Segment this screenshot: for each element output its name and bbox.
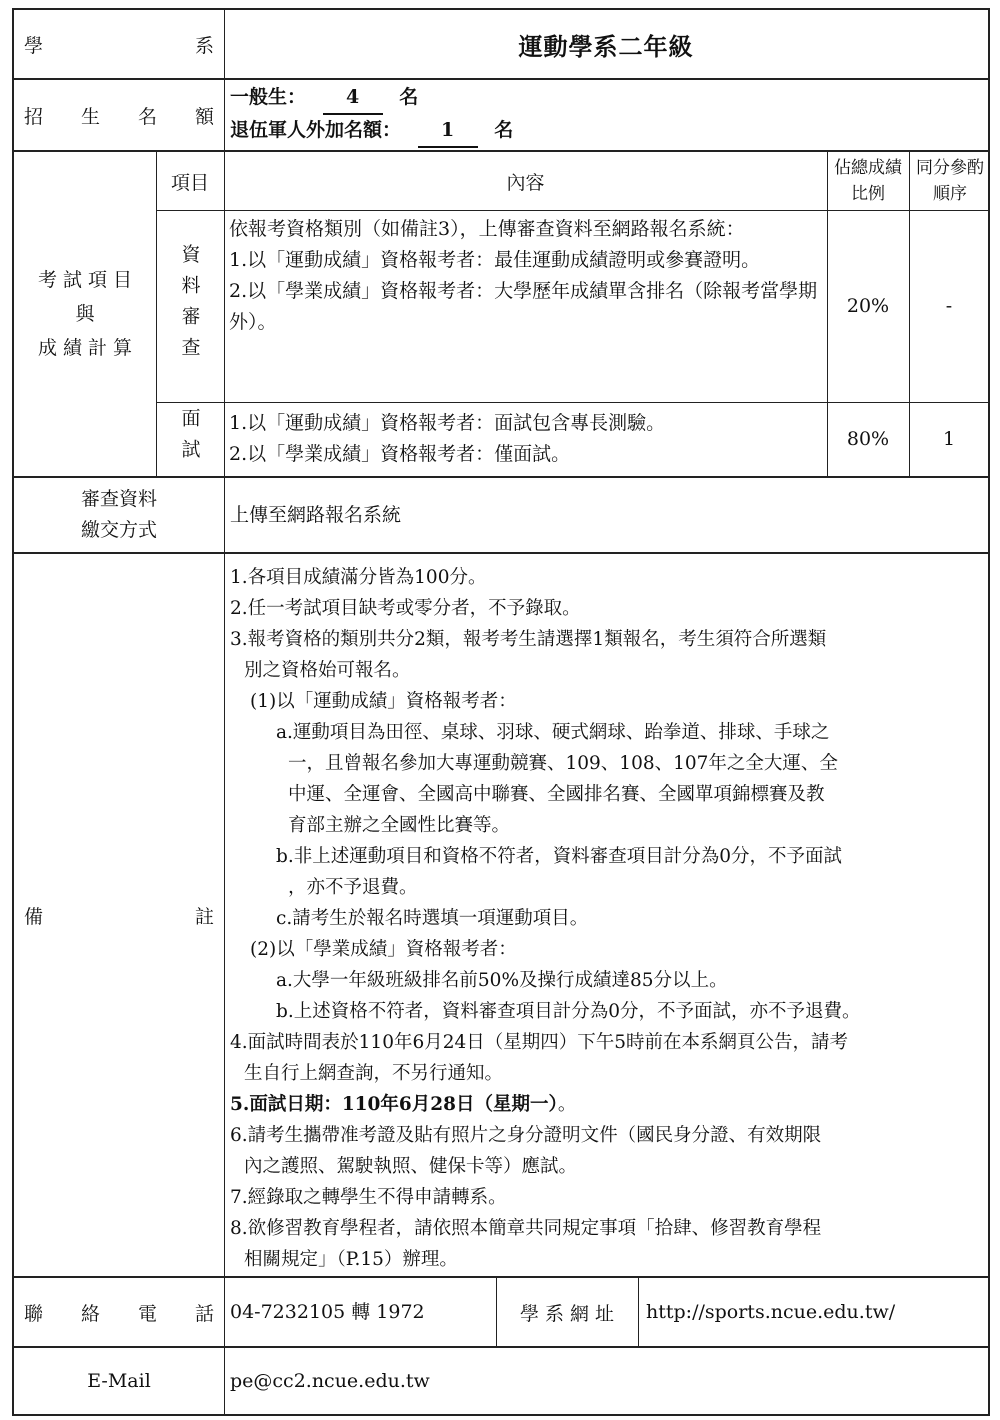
exam-row: [14, 152, 988, 478]
phone-row: [14, 1278, 988, 1348]
email-link[interactable]: pe@cc2.ncue.edu.tw: [230, 1369, 430, 1392]
dept-value: 運動學系二年級: [518, 31, 694, 61]
item-review: 資料審查: [178, 244, 201, 368]
quota-veteran: 退伍軍人外加名額： 1 名: [230, 115, 513, 148]
web-link[interactable]: http://sports.ncue.edu.tw/: [646, 1300, 896, 1323]
quota-value: [230, 80, 988, 150]
col-content: 內容: [506, 171, 545, 194]
col-item: 項目: [170, 171, 209, 194]
content-interview: 1.以「運動成績」資格報考者：面試包含專長測驗。 2.以「學業成績」資格報考者：僅面試。: [229, 412, 666, 465]
submit-label: 審查資料 繳交方式: [80, 488, 157, 541]
dept-label: 學 系: [24, 34, 214, 57]
web-label: 學 系 網 址: [519, 1302, 615, 1325]
ratio-interview: 80%: [846, 427, 890, 450]
item-interview: 面試: [178, 408, 201, 470]
col-ratio: 佔總成績比例: [834, 158, 902, 204]
submit-row: [14, 478, 988, 554]
phone-value: 04-7232105 轉 1972: [230, 1300, 425, 1323]
quota-row: [14, 80, 988, 152]
interview-date-note: 5.面試日期：110年6月28日（星期一）。: [230, 1094, 577, 1115]
exam-label: 考 試 項 目 與 成 績 計 算: [37, 269, 133, 359]
notes-label: 備 註: [24, 905, 214, 928]
submit-value: 上傳至網路報名系統: [230, 503, 402, 526]
col-tie: 同分參酌順序: [916, 158, 984, 204]
quota-general: 一般生： 4 名: [230, 82, 418, 115]
tie-interview: 1: [942, 427, 956, 450]
dept-row: [14, 10, 988, 80]
email-row: [14, 1348, 988, 1414]
quota-label: 招 生 名 額: [24, 105, 214, 128]
ratio-review: 20%: [846, 294, 890, 317]
admission-table: [12, 8, 990, 1416]
tie-review: -: [945, 294, 953, 317]
content-review: 依報考資格類別（如備註3），上傳審查資料至網路報名系統： 1.以「運動成績」資格報考者：最佳運動成績證明或參賽證明。 2.以「學業成績」資格報考者：大學歷年成績單含排名（除報考當學期外）。: [229, 218, 818, 333]
email-label: E-Mail: [87, 1370, 151, 1392]
notes-row: [14, 554, 988, 1278]
notes-list: 1.各項目成績滿分皆為100分。 2.任一考試項目缺考或零分者，不予錄取。 3.報考資格的類別共分2類，報考考生請選擇1類報名，考生須符合所選類 別之資格始可報名。 (1)以「運動成績」資格報考者： a.運動項目為田徑、桌球、羽球、硬式網球、跆拳道、排球、手球之 一，且曾報名參加大專運動競賽、109、108、107年之全大運、全 中運、全運會、全國高中聯賽、全國排名賽、全國單項錦標賽及教 育部主辦之全國性比賽等。 b.非上述運動項目和資格不符者，資料審查項目計分為0分，不予面試 ，亦不予退費。 c.請考生於報名時選填一項運動項目。 (2)以「學業成績」資格報考者： a.大學一年級班級排名前50%及操行成績達85分以上。 b.上述資格不符者，資料審查項目計分為0分，不予面試，亦不予退費。 4.面試時間表於110年6月24日（星期四）下午5時前在本系網頁公告，請考 生自行上網查詢，不另行通知。 5.面試日期：110年6月28日（星期一）。 6.請考生攜帶准考證及貼有照片之身分證明文件（國民身分證、有效期限 內之護照、駕駛執照、健保卡等）應試。 7.經錄取之轉學生不得申請轉系。 8.欲修習教育學程者，請依照本簡章共同規定事項「拾肆、修習教育學程 相關規定」（P.15）辦理。: [230, 562, 984, 1275]
phone-label: 聯 絡 電 話: [24, 1302, 214, 1325]
